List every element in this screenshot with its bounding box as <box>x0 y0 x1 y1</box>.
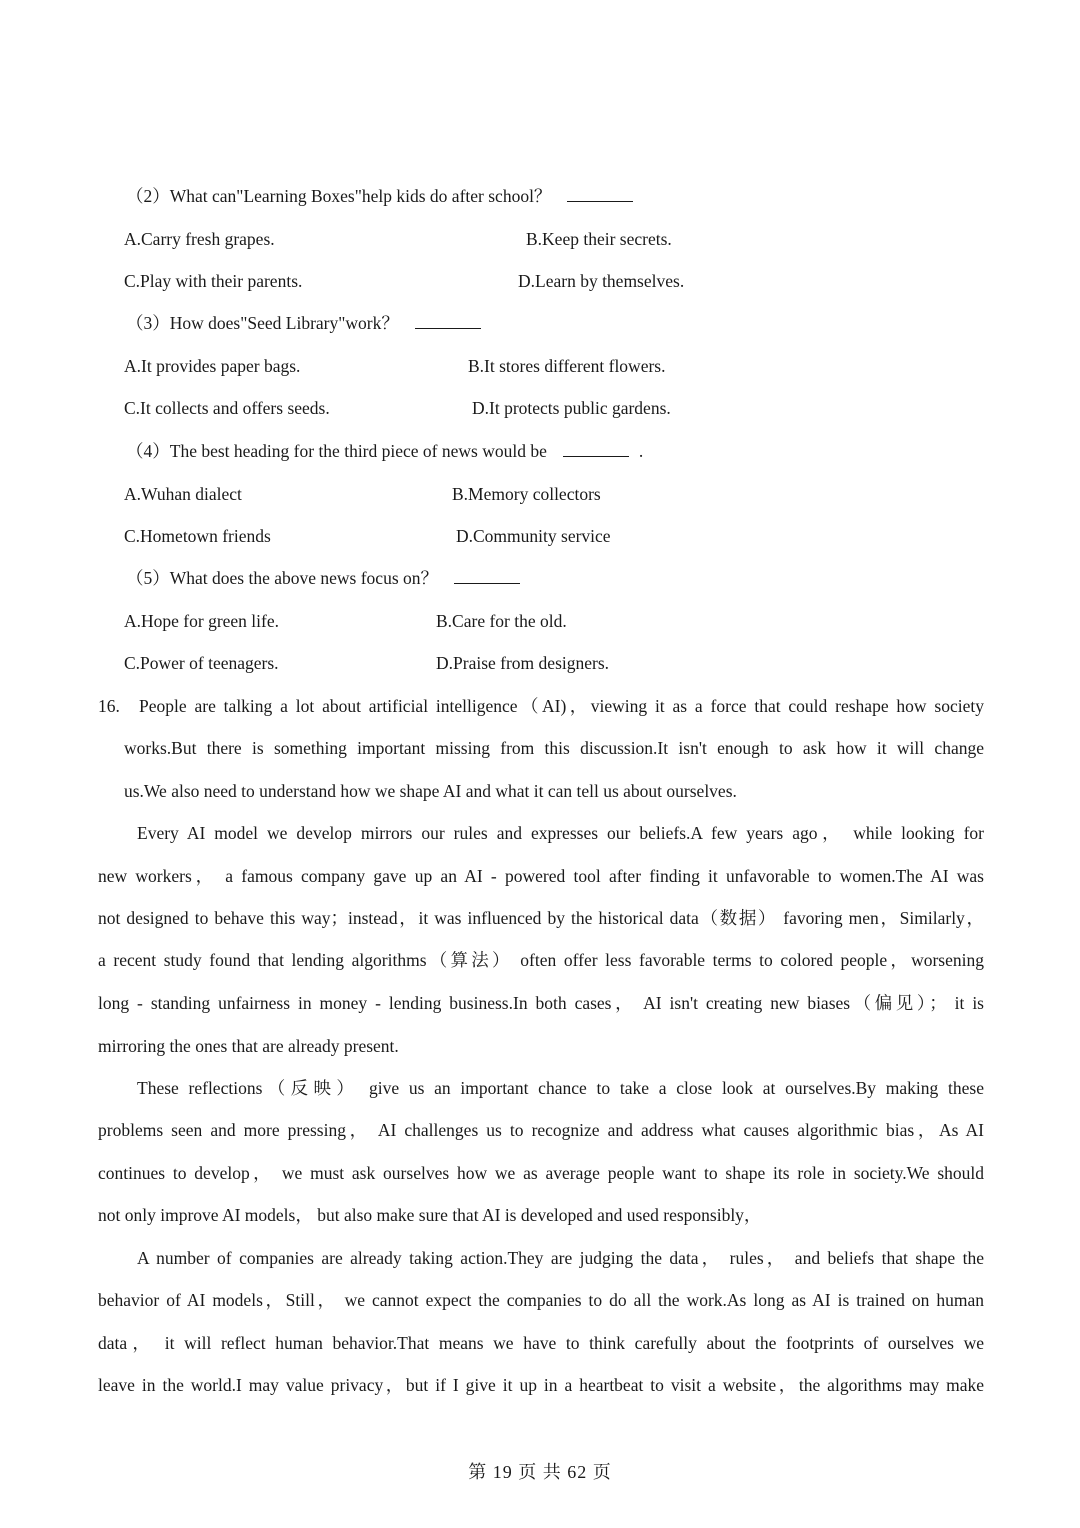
passage-p3-line4: not only improve AI models， but also make sure that AI is developed and used responsibly， <box>98 1205 762 1225</box>
option-2d: D.Learn by themselves. <box>518 271 685 291</box>
option-4a: A.Wuhan dialect <box>124 484 242 504</box>
option-5d: D.Praise from designers. <box>436 653 610 673</box>
question-3-stem <box>126 311 481 335</box>
passage-p2-line1: Every AI model we develop mirrors our rules and expresses our beliefs.A few years ago， while looking for <box>137 823 984 843</box>
question-4-end: . <box>638 441 644 461</box>
answer-blank <box>563 440 629 457</box>
option-5c: C.Power of teenagers. <box>124 653 279 673</box>
question-5-stem <box>126 566 520 590</box>
passage-p3-line1: These reflections（反映） give us an important chance to take a close look at ourselves.By making these <box>137 1078 984 1098</box>
question-4-text: （4）The best heading for the third piece of news would be <box>126 441 547 461</box>
passage-p4-line2: behavior of AI models，Still， we cannot expect the companies to do all the work.As long as AI is trained on human <box>98 1290 984 1310</box>
passage-p2-line3: not designed to behave this way；instead，it was influenced by the historical data（数据） favoring men，Similarly， <box>98 908 984 928</box>
option-5b: B.Care for the old. <box>436 611 567 631</box>
passage-p4-line3: data， it will reflect human behavior.That means we have to think carefully about the footprints of ourselves we <box>98 1333 984 1353</box>
question-2-text: （2）What can"Learning Boxes"help kids do after school？ <box>126 186 552 206</box>
passage-p2-line5: long - standing unfairness in money - lending business.In both cases， AI isn't creating new biases（偏见）； it is <box>98 993 984 1013</box>
passage-p2-line4: a recent study found that lending algorithms（算法） often offer less favorable terms to colored people，worsening <box>98 950 984 970</box>
passage-number: 16. <box>98 696 120 716</box>
question-3-text: （3）How does"Seed Library"work？ <box>126 313 399 333</box>
passage-p3-line3: continues to develop， we must ask ourselves how we as average people want to shape its role in society.We should <box>98 1163 984 1183</box>
option-3a: A.It provides paper bags. <box>124 356 301 376</box>
passage-p2-line2: new workers， a famous company gave up an AI - powered tool after finding it unfavorable to women.The AI was <box>98 866 984 886</box>
passage-p1-line2: works.But there is something important missing from this discussion.It isn't enough to ask how it will change <box>124 738 984 758</box>
option-2c: C.Play with their parents. <box>124 271 303 291</box>
option-2a: A.Carry fresh grapes. <box>124 229 275 249</box>
passage-p1-line1: People are talking a lot about artificial intelligence（AI)，viewing it as a force that could reshape how society <box>139 696 984 716</box>
option-3b: B.It stores different flowers. <box>468 356 666 376</box>
option-4d: D.Community service <box>456 526 611 546</box>
option-2b: B.Keep their secrets. <box>526 229 672 249</box>
answer-blank <box>567 185 633 202</box>
option-4b: B.Memory collectors <box>452 484 601 504</box>
passage-p3-line2: problems seen and more pressing， AI challenges us to recognize and address what causes algorithmic bias，As AI <box>98 1120 984 1140</box>
question-2-stem <box>126 184 633 208</box>
option-5a: A.Hope for green life. <box>124 611 280 631</box>
passage-p1-line3: us.We also need to understand how we shape AI and what it can tell us about ourselves. <box>124 781 737 801</box>
passage-p4-line4: leave in the world.I may value privacy，but if I give it up in a heartbeat to visit a website，the algorithms may make <box>98 1375 984 1395</box>
question-4-stem <box>126 439 643 463</box>
answer-blank <box>454 567 520 584</box>
option-4c: C.Hometown friends <box>124 526 271 546</box>
option-3d: D.It protects public gardens. <box>472 398 671 418</box>
answer-blank <box>415 312 481 329</box>
question-5-text: （5）What does the above news focus on？ <box>126 568 439 588</box>
page-footer: 第 19 页 共 62 页 <box>468 1462 612 1482</box>
option-3c: C.It collects and offers seeds. <box>124 398 330 418</box>
passage-p2-line6: mirroring the ones that are already present. <box>98 1036 399 1056</box>
passage-p4-line1: A number of companies are already taking action.They are judging the data， rules， and beliefs that shape the <box>137 1248 984 1268</box>
